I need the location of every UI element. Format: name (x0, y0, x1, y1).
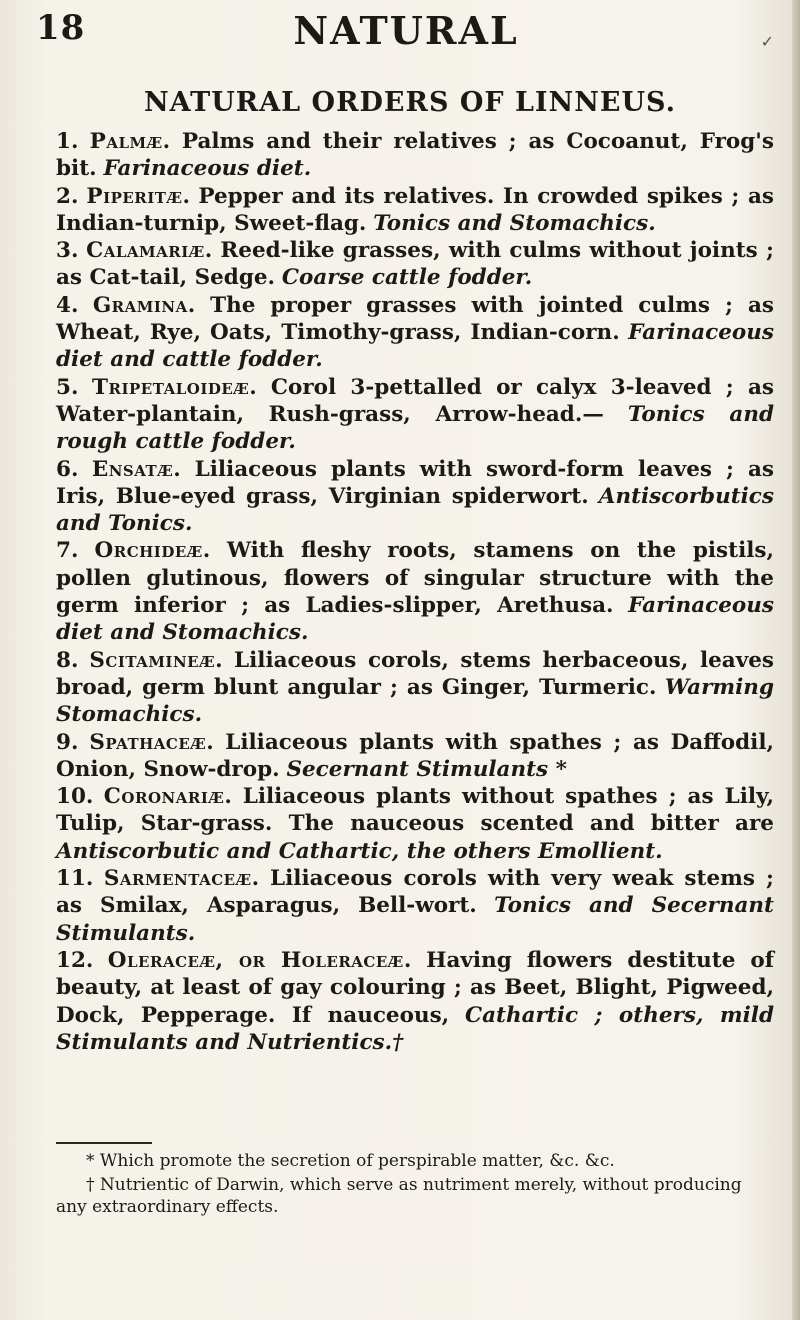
order-use: Secernant Stimulants * (286, 756, 567, 782)
order-use: Antiscorbutic and Cathartic, the others Emollient. (56, 838, 663, 864)
footnotes (56, 1150, 774, 1220)
order-name: Oleraceæ, or Holeraceæ. (107, 947, 412, 973)
order-entry (56, 865, 774, 947)
order-entry (56, 183, 774, 238)
order-entry (56, 456, 774, 538)
order-name: Tripetaloideæ. (92, 374, 258, 400)
entry-number: 8. (56, 647, 79, 673)
order-description: Corol 3-pettalled or calyx 3-leaved ; as Water-plantain, Rush-grass, Arrow-head.— (56, 374, 775, 427)
order-use: Tonics and rough cattle fodder. (56, 401, 774, 455)
order-description: Liliaceous plants without spathes ; as Lily, Tulip, Star-grass. The nauceous scented and bitter are (56, 784, 774, 837)
order-name: Spathaceæ. (89, 729, 215, 755)
order-description: Liliaceous corols, stems herbaceous, leaves broad, germ blunt angular ; as Ginger, Turmeric. (56, 647, 774, 700)
order-description: Reed-like grasses, with culms without joints ; as Cat-tail, Sedge. (56, 238, 774, 291)
order-description: Having flowers destitute of beauty, at least of gay colouring ; as Beet, Blight, Pigweed, Dock, Pepperage. If nauceous, (56, 947, 774, 1028)
order-use: Cathartic ; others, mild Stimulants and Nutrientics.† (56, 1002, 775, 1055)
order-use: Warming Stomachics. (56, 674, 774, 728)
section-heading: NATURAL ORDERS OF LINNEUS. (144, 87, 676, 118)
order-entry (56, 237, 774, 292)
running-head (36, 6, 776, 56)
order-name: Ensatæ. (91, 456, 182, 482)
order-description: Palms and their relatives ; as Cocoanut, Frog's bit. (56, 129, 774, 182)
order-name: Piperitæ. (86, 183, 191, 209)
order-entry (56, 292, 774, 374)
entry-number: 12. (56, 947, 94, 973)
order-entry (56, 374, 774, 456)
entry-number: 2. (56, 183, 79, 209)
order-entry (56, 783, 774, 865)
order-entry (56, 537, 774, 646)
order-use: Coarse cattle fodder. (281, 265, 533, 291)
entry-number: 1. (56, 129, 79, 154)
entry-number: 11. (56, 866, 94, 892)
order-description: With fleshy roots, stamens on the pistils, pollen glutinous, flowers of singular structure with the germ inferior ; as Ladies-slipper, Arethusa. (56, 538, 774, 619)
order-entry (56, 947, 774, 1056)
order-name: Scitamineæ. (89, 647, 224, 673)
order-description: Liliaceous corols with very weak stems ; as Smilax, Asparagus, Bell-wort. (56, 866, 774, 919)
tick-mark-icon: ✓ (760, 32, 774, 51)
entry-number: 9. (56, 729, 79, 755)
order-description: The proper grasses with jointed culms ; as Wheat, Rye, Oats, Timothy-grass, Indian-corn. (56, 292, 774, 346)
order-description: Liliaceous plants with sword-form leaves ; as Iris, Blue-eyed grass, Virginian spiderwort. (56, 456, 774, 509)
order-use: Farinaceous diet and Stomachics. (56, 593, 774, 646)
order-description: Liliaceous plants with spathes ; as Daffodil, Onion, Snow-drop. (56, 729, 775, 782)
order-use: Farinaceous diet. (103, 156, 312, 182)
order-entry (56, 128, 774, 183)
order-name: Orchideæ. (94, 538, 211, 564)
order-use: Tonics and Stomachics. (373, 210, 656, 236)
entry-number: 7. (56, 538, 79, 564)
order-name: Coronariæ. (103, 784, 233, 810)
page-edge-shadow (792, 0, 800, 1320)
order-name: Gramina. (92, 292, 196, 318)
running-title: NATURAL (293, 8, 519, 53)
footnote-rule (56, 1142, 152, 1144)
order-description: Pepper and its relatives. In crowded spikes ; as Indian-turnip, Sweet-flag. (56, 183, 774, 236)
order-entry (56, 647, 774, 729)
orders-list (56, 128, 774, 1056)
footnote: † Nutrientic of Darwin, which serve as nutriment merely, without producing any extraordinary effects. (56, 1175, 742, 1217)
order-use: Farinaceous diet and cattle fodder. (56, 320, 774, 373)
entry-number: 5. (56, 374, 79, 400)
order-use: Tonics and Secernant Stimulants. (56, 893, 774, 946)
entry-number: 3. (56, 238, 79, 264)
entry-number: 4. (56, 292, 79, 318)
order-name: Sarmentaceæ. (103, 866, 260, 892)
entry-number: 6. (56, 456, 79, 482)
order-name: Calamariæ. (86, 238, 213, 264)
footnote: * Which promote the secretion of perspirable matter, &c. &c. (86, 1151, 615, 1171)
order-name: Palmæ. (89, 129, 171, 154)
order-use: Antiscorbutics and Tonics. (56, 483, 774, 537)
page-number: 18 (36, 8, 86, 48)
entry-number: 10. (56, 784, 94, 810)
order-entry (56, 729, 774, 784)
